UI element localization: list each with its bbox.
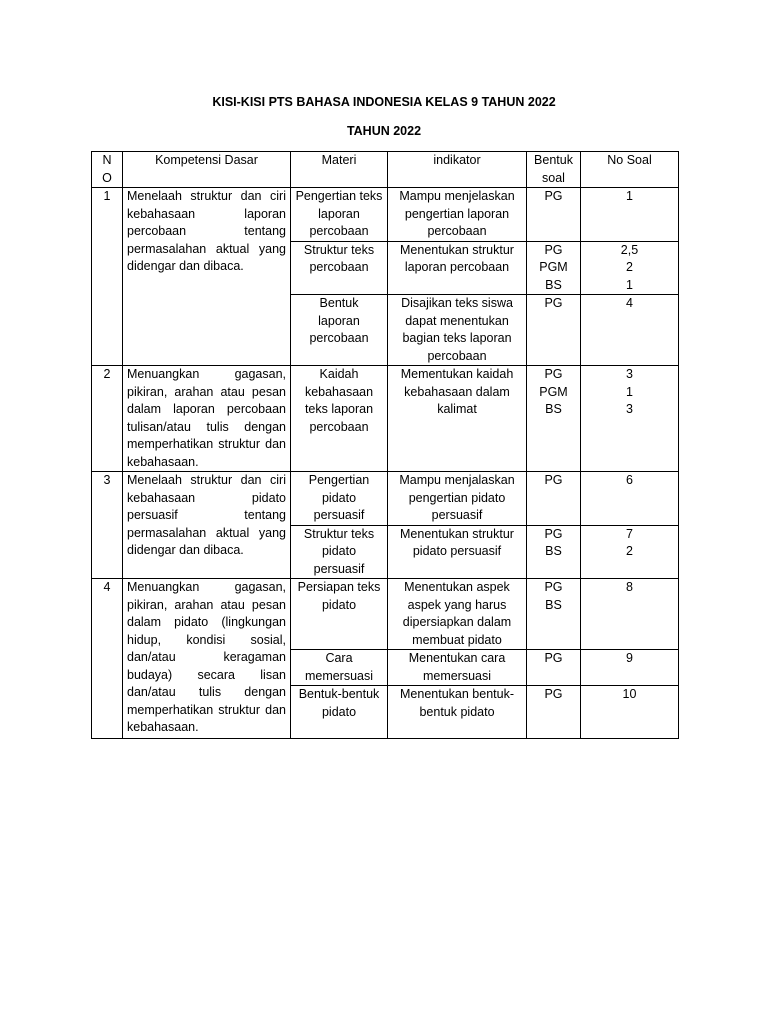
indikator-cell: Menentukan struktur laporan percobaan [388,241,527,295]
bentuk-soal-cell: PG PGM BS [527,241,581,295]
indikator-cell: Mampu menjelaskan pengertian laporan percobaan [388,188,527,242]
no-soal-cell: 2,5 2 1 [581,241,679,295]
indikator-cell: Mementukan kaidah kebahasaan dalam kalimat [388,366,527,472]
materi-cell: Bentuk laporan percobaan [291,295,388,366]
no-soal-cell: 10 [581,686,679,739]
table-row [92,472,679,526]
no-soal-cell: 7 2 [581,525,679,579]
row-number: 3 [92,472,123,579]
kompetensi-dasar-cell: Menuangkan gagasan, pikiran, arahan atau pesan dalam pidato (lingkungan hidup, kondisi sosial, dan/atau keragaman budaya) secara lisan dan/atau tulis dengan memperhatikan struktur dan kebahasaan. [123,579,291,739]
header-indikator: indikator [388,152,527,188]
bentuk-soal-cell: PG [527,650,581,686]
row-number: 4 [92,579,123,739]
materi-cell: Bentuk-bentuk pidato [291,686,388,739]
materi-cell: Pengertian teks laporan percobaan [291,188,388,242]
row-number: 1 [92,188,123,366]
kompetensi-dasar-cell: Menelaah struktur dan ciri kebahasaan laporan percobaan tentang permasalahan aktual yang didengar dan dibaca. [123,188,291,366]
materi-cell: Kaidah kebahasaan teks laporan percobaan [291,366,388,472]
bentuk-soal-cell: PG PGM BS [527,366,581,472]
table-row [92,579,679,650]
no-soal-cell: 9 [581,650,679,686]
kompetensi-dasar-cell: Menuangkan gagasan, pikiran, arahan atau pesan dalam laporan percobaan tulisan/atau tulis dengan memperhatikan struktur dan kebahasaan. [123,366,291,472]
indikator-cell: Menentukan cara memersuasi [388,650,527,686]
materi-cell: Struktur teks pidato persuasif [291,525,388,579]
row-number: 2 [92,366,123,472]
table-row [92,366,679,472]
materi-cell: Persiapan teks pidato [291,579,388,650]
no-soal-cell: 3 1 3 [581,366,679,472]
no-soal-cell: 6 [581,472,679,526]
bentuk-soal-cell: PG BS [527,579,581,650]
header-materi: Materi [291,152,388,188]
no-soal-cell: 4 [581,295,679,366]
indikator-cell: Menentukan bentuk-bentuk pidato [388,686,527,739]
header-no: N O [92,152,123,188]
document-subtitle: TAHUN 2022 [346,124,422,138]
no-soal-cell: 1 [581,188,679,242]
header-no-soal: No Soal [581,152,679,188]
bentuk-soal-cell: PG [527,295,581,366]
bentuk-soal-cell: PG [527,188,581,242]
indikator-cell: Menentukan struktur pidato persuasif [388,525,527,579]
kompetensi-dasar-cell: Menelaah struktur dan ciri kebahasaan pidato persuasif tentang permasalahan aktual yang didengar dan dibaca. [123,472,291,579]
bentuk-soal-cell: PG [527,686,581,739]
indikator-cell: Mampu menjalaskan pengertian pidato persuasif [388,472,527,526]
table-header-row [92,152,679,188]
materi-cell: Struktur teks percobaan [291,241,388,295]
header-kompetensi-dasar: Kompetensi Dasar [123,152,291,188]
no-soal-cell: 8 [581,579,679,650]
table-row [92,188,679,242]
indikator-cell: Disajikan teks siswa dapat menentukan bagian teks laporan percobaan [388,295,527,366]
kisi-kisi-table [91,151,679,739]
bentuk-soal-cell: PG [527,472,581,526]
materi-cell: Cara memersuasi [291,650,388,686]
materi-cell: Pengertian pidato persuasif [291,472,388,526]
indikator-cell: Menentukan aspek aspek yang harus dipersiapkan dalam membuat pidato [388,579,527,650]
document-title: KISI-KISI PTS BAHASA INDONESIA KELAS 9 TAHUN 2022 [212,95,556,109]
header-bentuk-soal: Bentuk soal [527,152,581,188]
bentuk-soal-cell: PG BS [527,525,581,579]
